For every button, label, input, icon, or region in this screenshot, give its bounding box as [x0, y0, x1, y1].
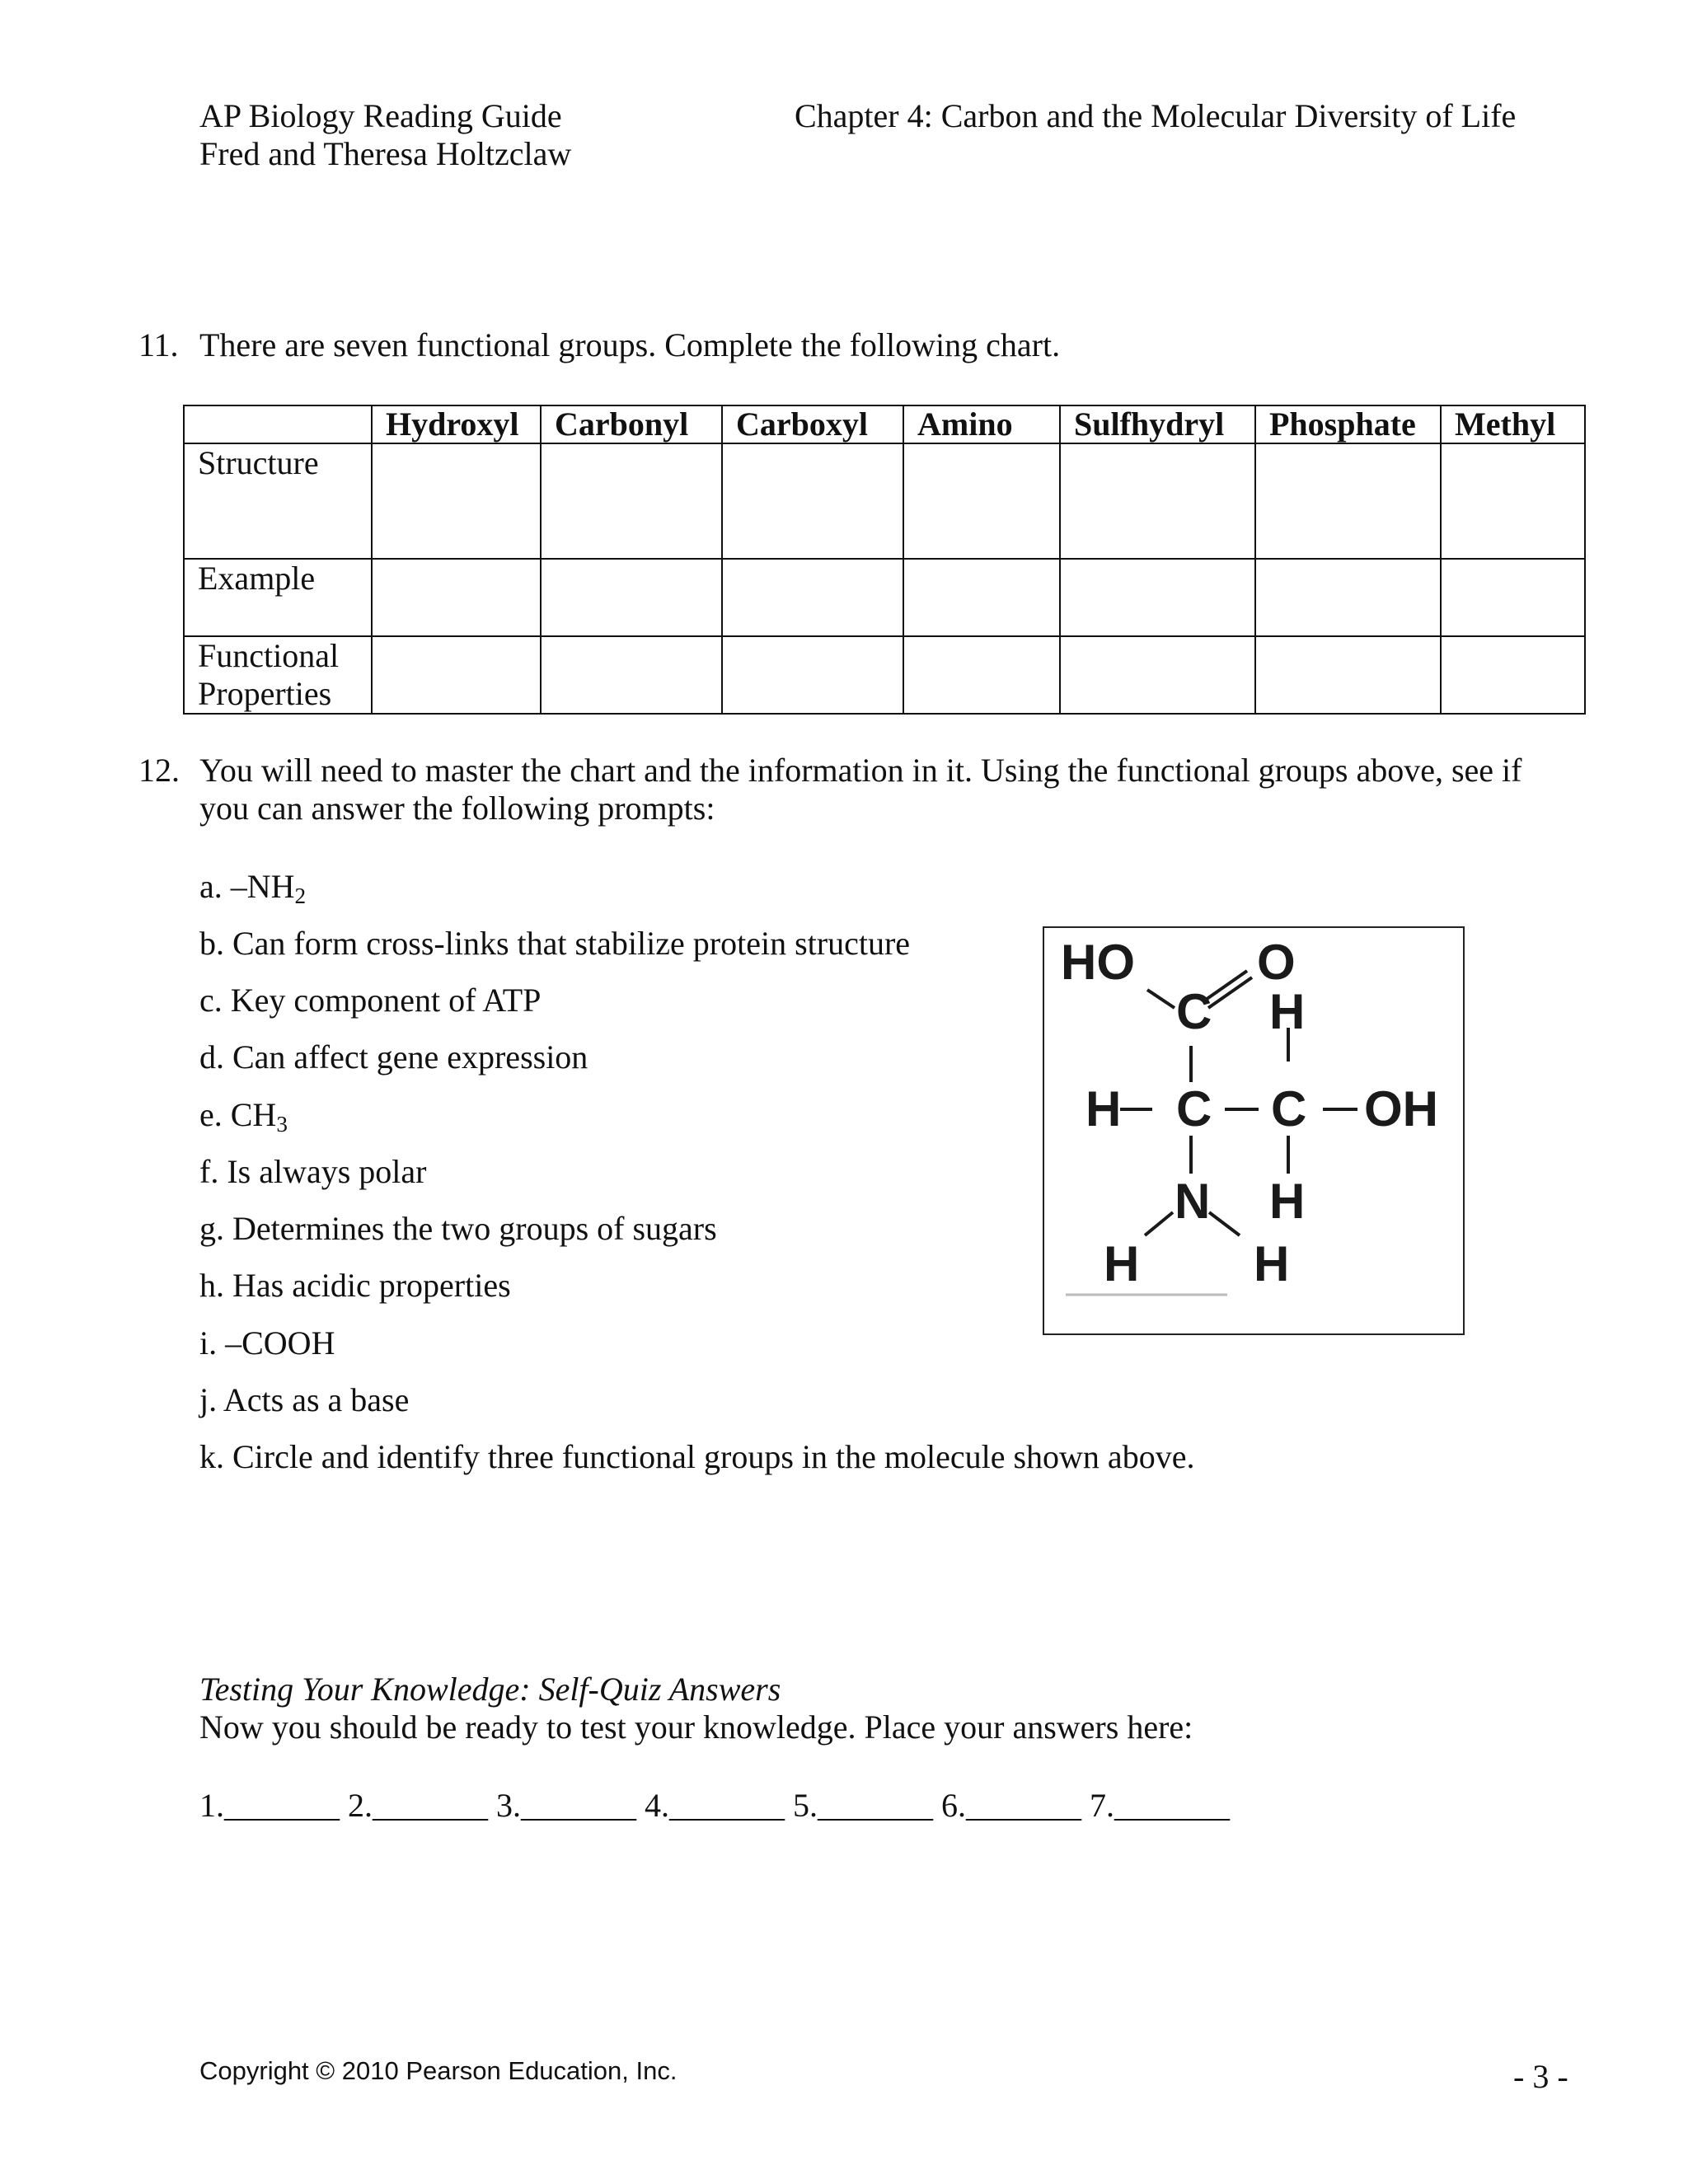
row-label-example: Example [184, 559, 372, 636]
molecule-h-bottom-left-label: H [1104, 1236, 1140, 1291]
chapter-title: Chapter 4: Carbon and the Molecular Diversity of Life [795, 97, 1517, 134]
question-11-text: There are seven functional groups. Complete the following chart. [199, 326, 1061, 363]
molecule-oh-label: OH [1364, 1081, 1438, 1137]
answer-cell[interactable] [1255, 559, 1441, 636]
self-quiz-answers [199, 1787, 1230, 1825]
prompt-h: h. Has acidic properties [199, 1267, 511, 1304]
prompt-f: f. Is always polar [199, 1153, 427, 1190]
column-header-hydroxyl: Hydroxyl [372, 405, 541, 443]
prompt-i: i. –COOH [199, 1324, 335, 1361]
table-row-functional-properties [184, 636, 1585, 714]
answer-cell[interactable] [1441, 443, 1585, 559]
answer-cell[interactable] [903, 559, 1060, 636]
answer-blank-4[interactable]: 4._______ [645, 1787, 785, 1824]
answer-cell[interactable] [1255, 443, 1441, 559]
molecule-h-bottom-right-label: H [1254, 1236, 1290, 1291]
molecule-n-label: N [1175, 1174, 1211, 1229]
molecule-o-label: O [1257, 935, 1296, 990]
answer-cell[interactable] [541, 559, 722, 636]
column-header-methyl: Methyl [1441, 405, 1585, 443]
answer-blank-3[interactable]: 3._______ [496, 1787, 636, 1824]
molecule-h-left-label: H [1085, 1081, 1122, 1137]
answer-cell[interactable] [1060, 443, 1255, 559]
answer-cell[interactable] [903, 443, 1060, 559]
molecule-c-mid-left-label: C [1176, 1081, 1212, 1137]
answer-cell[interactable] [1255, 636, 1441, 714]
row-label-line-2: Properties [198, 675, 332, 712]
answer-cell[interactable] [722, 559, 903, 636]
answer-blank-6[interactable]: 6._______ [941, 1787, 1081, 1824]
prompt-c: c. Key component of ATP [199, 982, 542, 1019]
question-12-line-2: you can answer the following prompts: [199, 790, 715, 827]
column-header-phosphate: Phosphate [1255, 405, 1441, 443]
table-row-example [184, 559, 1585, 636]
row-label-structure: Structure [184, 443, 372, 559]
molecule-h-right-lower-label: H [1269, 1174, 1306, 1229]
answer-cell[interactable] [903, 636, 1060, 714]
molecule-figure [1043, 926, 1465, 1335]
molecule-ho-label: HO [1061, 935, 1135, 990]
prompt-a: a. $-NH_2$ [199, 868, 307, 908]
prompt-j: j. Acts as a base [199, 1381, 410, 1418]
molecule-c-mid-right-label: C [1271, 1081, 1307, 1137]
molecule-structure [1044, 928, 1463, 1333]
bond-n-h-left [1145, 1212, 1173, 1235]
question-11-number: 11. [138, 326, 179, 363]
answer-cell[interactable] [1441, 636, 1585, 714]
answer-cell[interactable] [1060, 636, 1255, 714]
answer-cell[interactable] [722, 443, 903, 559]
row-label-line-1: Functional [198, 637, 340, 674]
table-corner-cell [184, 405, 372, 443]
answer-cell[interactable] [1060, 559, 1255, 636]
answer-blank-2[interactable]: 2._______ [348, 1787, 488, 1824]
column-header-carbonyl: Carbonyl [541, 405, 722, 443]
column-header-amino: Amino [903, 405, 1060, 443]
question-12-number: 12. [138, 752, 180, 789]
prompt-d: d. Can affect gene expression [199, 1038, 588, 1076]
self-quiz-instruction: Now you should be ready to test your knowledge. Place your answers here: [199, 1708, 1193, 1746]
table-row-structure [184, 443, 1585, 559]
self-quiz-title: Testing Your Knowledge: Self-Quiz Answers [199, 1671, 781, 1708]
guide-title: AP Biology Reading Guide [199, 97, 562, 134]
answer-cell[interactable] [541, 443, 722, 559]
functional-groups-table [183, 405, 1586, 715]
prompt-b: b. Can form cross-links that stabilize protein structure [199, 925, 911, 962]
answer-cell[interactable] [722, 636, 903, 714]
answer-cell[interactable] [541, 636, 722, 714]
molecule-c-top-label: C [1176, 984, 1212, 1039]
answer-blank-7[interactable]: 7._______ [1090, 1787, 1230, 1824]
answer-cell[interactable] [1441, 559, 1585, 636]
question-12-line-1: You will need to master the chart and the information in it. Using the functional groups above, see if [199, 752, 1522, 789]
prompt-e: e. $CH_3$ [199, 1096, 288, 1137]
answer-blank-1[interactable]: 1._______ [199, 1787, 340, 1824]
molecule-h-top-label: H [1269, 984, 1306, 1039]
answer-blank-5[interactable]: 5._______ [793, 1787, 933, 1824]
answer-cell[interactable] [372, 443, 541, 559]
page-number: - 3 - [1513, 2058, 1568, 2095]
answer-cell[interactable] [372, 559, 541, 636]
table-header-row [184, 405, 1585, 443]
answer-cell[interactable] [372, 636, 541, 714]
bond-n-h-right [1209, 1212, 1240, 1235]
authors: Fred and Theresa Holtzclaw [199, 135, 572, 172]
prompt-g: g. Determines the two groups of sugars [199, 1210, 717, 1247]
column-header-sulfhydryl: Sulfhydryl [1060, 405, 1255, 443]
prompt-k: k. Circle and identify three functional groups in the molecule shown above. [199, 1438, 1195, 1475]
column-header-carboxyl: Carboxyl [722, 405, 903, 443]
row-label-functional-properties [184, 636, 372, 714]
footer-copyright: Copyright © 2010 Pearson Education, Inc. [199, 2056, 678, 2085]
bond-ho-c [1147, 990, 1175, 1008]
